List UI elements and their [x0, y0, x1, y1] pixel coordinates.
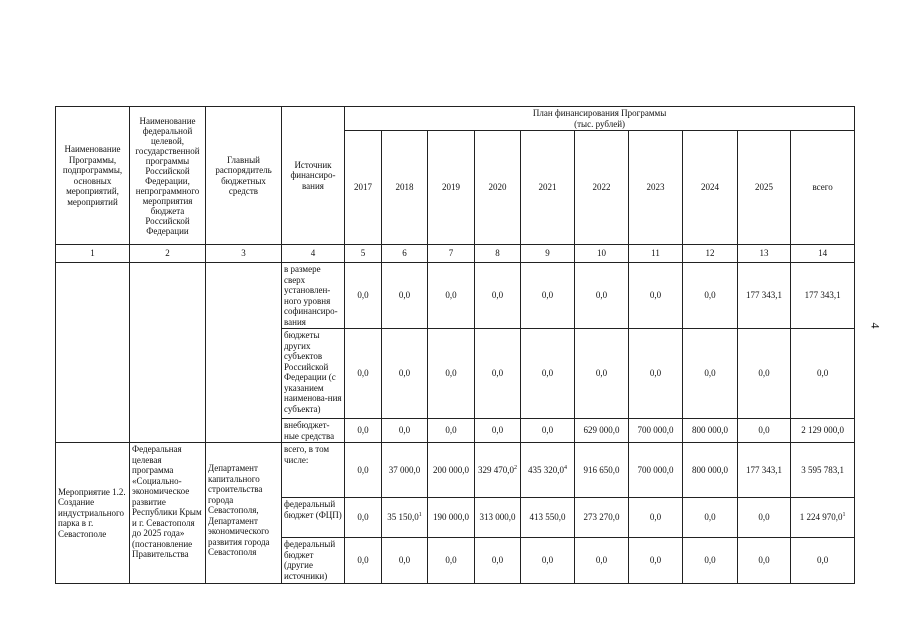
amount-cell	[629, 443, 683, 498]
footnote-mark: 2	[514, 464, 517, 471]
header-year-3: 2019	[428, 131, 475, 245]
amount-cell: 0,0	[475, 419, 521, 443]
column-number: 8	[475, 245, 521, 263]
column-number: 14	[791, 245, 855, 263]
amount-cell	[521, 538, 575, 584]
amount-cell: 0,0	[345, 263, 382, 329]
empty-cell-manager	[206, 263, 282, 443]
header-year-1: 2017	[345, 131, 382, 245]
amount-cell: 177 343,1	[738, 263, 791, 329]
empty-cell-program	[130, 263, 206, 443]
header-year-9: 2025	[738, 131, 791, 245]
amount-cell: 0,0	[382, 263, 428, 329]
header-year-10: всего	[791, 131, 855, 245]
measure-name: Мероприятие 1.2. Создание индустриального парка в г. Севастополе	[56, 443, 130, 584]
header-col-3: Главный распорядитель бюджетных средств	[206, 107, 282, 245]
funding-source: всего, в том числе:	[282, 443, 345, 498]
amount-value: 700 000,0	[637, 464, 674, 475]
amount-cell	[791, 538, 855, 584]
footnote-mark: 1	[418, 512, 422, 519]
amount-cell	[382, 538, 428, 584]
amount-value: 0,0	[595, 555, 608, 566]
amount-cell: 0,0	[345, 419, 382, 443]
amount-value: 0,0	[541, 555, 554, 566]
amount-value: 313 000,0	[479, 512, 516, 523]
amount-cell	[791, 443, 855, 498]
amount-value: 916 650,0	[583, 464, 620, 475]
amount-cell	[345, 498, 382, 538]
amount-cell	[738, 443, 791, 498]
financing-table	[55, 106, 855, 584]
amount-cell: 0,0	[382, 419, 428, 443]
amount-cell: 0,0	[629, 329, 683, 419]
amount-value: 0,0	[445, 555, 457, 566]
header-plan-units: (тыс. рублей)	[574, 118, 626, 129]
amount-cell: 0,0	[345, 329, 382, 419]
amount-cell: 0,0	[521, 263, 575, 329]
funding-source: федеральный бюджет (другие источники)	[282, 538, 345, 584]
amount-cell	[345, 443, 382, 498]
header-year-4: 2020	[475, 131, 521, 245]
amount-cell: 0,0	[475, 329, 521, 419]
table-row	[56, 443, 855, 498]
amount-value: 0,0	[649, 512, 662, 523]
amount-cell	[683, 443, 738, 498]
amount-value: 0,0	[398, 555, 411, 566]
header-plan-title: План финансирования Программы	[532, 108, 667, 118]
header-col-4: Источник финансиро-вания	[282, 107, 345, 245]
amount-value: 413 550,0	[529, 512, 566, 523]
amount-cell: 0,0	[521, 419, 575, 443]
column-numbers-row	[56, 245, 855, 263]
amount-cell	[683, 498, 738, 538]
amount-value: 0,0	[758, 512, 770, 523]
amount-cell: 0,0	[683, 263, 738, 329]
amount-cell	[683, 538, 738, 584]
funding-source: бюджеты других субъектов Российской Федерации (с указанием наименова-ния субъекта)	[282, 329, 345, 419]
amount-cell	[791, 498, 855, 538]
amount-cell	[629, 498, 683, 538]
amount-value: 37 000,0	[388, 464, 421, 475]
column-number: 9	[521, 245, 575, 263]
amount-value: 435 320,0	[528, 464, 564, 475]
amount-value: 0,0	[758, 555, 770, 566]
footnote-mark: 4	[564, 464, 567, 471]
amount-value: 0,0	[704, 555, 716, 566]
footnote-mark: 1	[842, 512, 846, 519]
amount-value: 35 150,0	[387, 512, 419, 523]
amount-value: 0,0	[649, 555, 662, 566]
header-year-7: 2023	[629, 131, 683, 245]
amount-cell	[475, 498, 521, 538]
column-number: 12	[683, 245, 738, 263]
funding-source: федеральный бюджет (ФЦП)	[282, 498, 345, 538]
amount-cell: 177 343,1	[791, 263, 855, 329]
column-number: 2	[130, 245, 206, 263]
amount-value: 0,0	[357, 464, 369, 475]
budget-manager: Департамент капитального строительства города Севастополя, Департамент экономического развития города Севастополя	[206, 443, 282, 584]
amount-value: 190 000,0	[433, 512, 469, 523]
amount-cell: 629 000,0	[575, 419, 629, 443]
amount-value: 273 270,0	[583, 512, 620, 523]
column-number: 3	[206, 245, 282, 263]
amount-value: 0,0	[491, 555, 504, 566]
amount-cell	[382, 443, 428, 498]
amount-value: 0,0	[816, 555, 829, 566]
column-number: 13	[738, 245, 791, 263]
column-number: 4	[282, 245, 345, 263]
amount-cell	[738, 498, 791, 538]
amount-value: 0,0	[357, 512, 369, 523]
header-year-5: 2021	[521, 131, 575, 245]
amount-cell: 0,0	[428, 329, 475, 419]
amount-value: 1 224 970,0	[799, 512, 843, 523]
amount-value: 200 000,0	[433, 464, 469, 475]
page-number: 4	[868, 322, 883, 329]
amount-cell	[345, 538, 382, 584]
amount-cell	[428, 498, 475, 538]
amount-cell: 0,0	[738, 329, 791, 419]
amount-cell	[521, 498, 575, 538]
amount-cell	[738, 538, 791, 584]
amount-cell: 0,0	[575, 263, 629, 329]
header-row-1	[56, 107, 855, 131]
amount-value: 177 343,1	[746, 464, 782, 475]
column-number: 11	[629, 245, 683, 263]
amount-cell	[475, 443, 521, 498]
amount-cell: 0,0	[428, 263, 475, 329]
column-number: 7	[428, 245, 475, 263]
amount-cell	[382, 498, 428, 538]
amount-cell: 0,0	[382, 329, 428, 419]
amount-cell: 2 129 000,0	[791, 419, 855, 443]
amount-cell	[575, 443, 629, 498]
header-col-1: Наименование Программы, подпрограммы, основных мероприятий, мероприятий	[56, 107, 130, 245]
amount-cell	[475, 538, 521, 584]
amount-cell	[428, 538, 475, 584]
amount-cell: 700 000,0	[629, 419, 683, 443]
amount-cell: 0,0	[683, 329, 738, 419]
amount-cell: 0,0	[738, 419, 791, 443]
amount-cell	[575, 498, 629, 538]
funding-source: в размере сверх установлен-ного уровня софинансиро-вания	[282, 263, 345, 329]
amount-cell: 0,0	[521, 329, 575, 419]
amount-cell	[428, 443, 475, 498]
header-plan	[345, 107, 855, 131]
empty-cell-name	[56, 263, 130, 443]
amount-value: 329 470,0	[478, 464, 514, 475]
header-year-8: 2024	[683, 131, 738, 245]
column-number: 10	[575, 245, 629, 263]
amount-cell: 0,0	[629, 263, 683, 329]
program-name: Федеральная целевая программа «Социально-экономическое развитие Республики Крым и г. Севастополя до 2025 года» (постановление Правительства	[130, 443, 206, 584]
funding-source: внебюджет-ные средства	[282, 419, 345, 443]
amount-cell: 0,0	[428, 419, 475, 443]
column-number: 1	[56, 245, 130, 263]
header-year-6: 2022	[575, 131, 629, 245]
amount-value: 800 000,0	[692, 464, 728, 475]
amount-cell	[629, 538, 683, 584]
amount-value: 0,0	[704, 512, 716, 523]
amount-cell	[521, 443, 575, 498]
amount-cell: 0,0	[575, 329, 629, 419]
amount-cell: 0,0	[791, 329, 855, 419]
amount-cell: 800 000,0	[683, 419, 738, 443]
header-year-2: 2018	[382, 131, 428, 245]
column-number: 5	[345, 245, 382, 263]
table-row	[56, 263, 855, 329]
amount-value: 3 595 783,1	[801, 464, 844, 475]
amount-cell: 0,0	[475, 263, 521, 329]
amount-cell	[575, 538, 629, 584]
amount-value: 0,0	[357, 555, 369, 566]
column-number: 6	[382, 245, 428, 263]
header-col-2: Наименование федеральной целевой, государственной программы Российской Федерации, непрограммного мероприятия бюджета Российской Федерации	[130, 107, 206, 245]
